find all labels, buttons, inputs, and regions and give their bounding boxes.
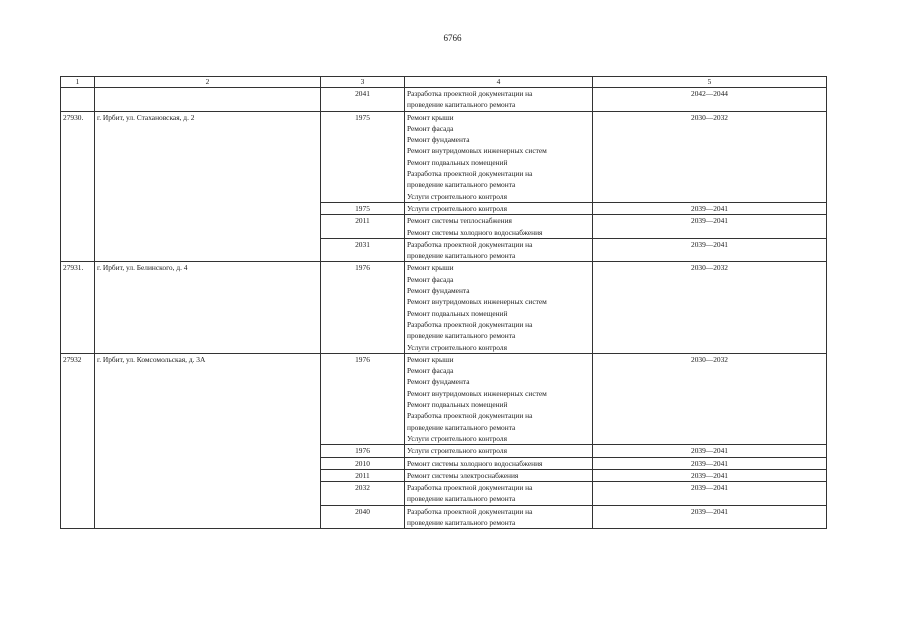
work-item: Разработка проектной документации на (407, 239, 533, 249)
year-cell: 2010 (321, 457, 405, 469)
works-cell (405, 215, 593, 239)
address-cell: г. Ирбит, ул. Белинского, д. 4 (95, 262, 321, 353)
work-item: Разработка проектной документации на (407, 89, 533, 98)
works-cell (405, 202, 593, 214)
work-item: Ремонт фасада (407, 123, 454, 133)
year-cell: 2011 (321, 215, 405, 239)
period-cell: 2030—2032 (593, 262, 827, 353)
works-cell (405, 505, 593, 529)
work-item: Ремонт внутридомовых инженерных систем (407, 297, 547, 307)
work-item: Ремонт системы холодного водоснабжения (407, 227, 543, 237)
work-item: Ремонт системы теплоснабжения (407, 216, 512, 226)
work-item: Ремонт системы электроснабжения (407, 470, 519, 480)
object-number-cell: 27930. (61, 111, 95, 262)
work-item: Разработка проектной документации на (407, 411, 533, 421)
year-cell: 2032 (321, 482, 405, 506)
year-cell: 1976 (321, 262, 405, 353)
work-item: Ремонт фундамента (407, 377, 470, 387)
work-item: Ремонт подвальных помещений (407, 308, 508, 318)
table-row (61, 353, 827, 444)
period-cell: 2039—2041 (593, 445, 827, 457)
works-cell (405, 469, 593, 481)
work-item: Ремонт крыши (407, 263, 454, 273)
works-cell (405, 262, 593, 353)
period-cell: 2039—2041 (593, 505, 827, 529)
works-cell (405, 482, 593, 506)
work-item: Ремонт подвальных помещений (407, 400, 508, 410)
header-col-4: 4 (405, 77, 593, 88)
work-item: Ремонт подвальных помещений (407, 157, 508, 167)
period-cell: 2039—2041 (593, 469, 827, 481)
period-cell: 2039—2041 (593, 482, 827, 506)
page-number: 6766 (443, 33, 462, 43)
works-cell (405, 88, 593, 112)
table-body (61, 88, 827, 529)
work-item: Разработка проектной документации на (407, 506, 533, 516)
year-cell: 2031 (321, 238, 405, 262)
year-cell: 2011 (321, 469, 405, 481)
work-item: проведение капитального ремонта (407, 422, 516, 432)
address-cell: г. Ирбит, ул. Комсомольская, д. 3А (95, 353, 321, 528)
header-col-3: 3 (321, 77, 405, 88)
work-item: Ремонт внутридомовых инженерных систем (407, 146, 547, 156)
address-cell: г. Ирбит, ул. Стахановская, д. 2 (95, 111, 321, 262)
repair-schedule-table (60, 76, 827, 529)
header-row (61, 77, 827, 88)
work-item: Услуги строительного контроля (407, 342, 507, 352)
year-cell: 1976 (321, 445, 405, 457)
work-item: Ремонт крыши (407, 112, 454, 122)
year-cell: 2041 (321, 88, 405, 112)
object-number-cell: 27932 (61, 353, 95, 528)
works-cell (405, 457, 593, 469)
year-cell: 1975 (321, 202, 405, 214)
table-header (61, 77, 827, 88)
period-cell: 2039—2041 (593, 457, 827, 469)
year-cell: 1976 (321, 353, 405, 444)
work-item: Разработка проектной документации на (407, 319, 533, 329)
header-col-2: 2 (95, 77, 321, 88)
table-row (61, 88, 827, 112)
object-number-cell: 27931. (61, 262, 95, 353)
work-item: Разработка проектной документации на (407, 169, 533, 179)
header-col-1: 1 (61, 77, 95, 88)
works-cell (405, 445, 593, 457)
year-cell: 2040 (321, 505, 405, 529)
table-row (61, 262, 827, 353)
work-item: проведение капитального ремонта (407, 180, 516, 190)
work-item: Услуги строительного контроля (407, 203, 507, 213)
period-cell: 2039—2041 (593, 202, 827, 214)
work-item: Услуги строительного контроля (407, 191, 507, 201)
address-cell (95, 88, 321, 112)
work-item: проведение капитального ремонта (407, 100, 516, 110)
period-cell: 2030—2032 (593, 353, 827, 444)
work-item: Ремонт крыши (407, 354, 454, 364)
works-cell (405, 353, 593, 444)
period-cell: 2030—2032 (593, 111, 827, 202)
table-row (61, 111, 827, 202)
period-cell: 2039—2041 (593, 238, 827, 262)
work-item: проведение капитального ремонта (407, 251, 516, 261)
work-item: Услуги строительного контроля (407, 433, 507, 443)
work-item: Ремонт системы холодного водоснабжения (407, 458, 543, 468)
work-item: Ремонт внутридомовых инженерных систем (407, 388, 547, 398)
object-number-cell (61, 88, 95, 112)
work-item: проведение капитального ремонта (407, 331, 516, 341)
header-col-5: 5 (593, 77, 827, 88)
work-item: проведение капитального ремонта (407, 494, 516, 504)
works-cell (405, 111, 593, 202)
work-item: Ремонт фундамента (407, 286, 470, 296)
work-item: проведение капитального ремонта (407, 517, 516, 527)
work-item: Ремонт фундамента (407, 135, 470, 145)
work-item: Ремонт фасада (407, 366, 454, 376)
work-item: Услуги строительного контроля (407, 446, 507, 456)
works-cell (405, 238, 593, 262)
period-cell: 2039—2041 (593, 215, 827, 239)
period-cell: 2042—2044 (593, 88, 827, 112)
work-item: Разработка проектной документации на (407, 483, 533, 493)
year-cell: 1975 (321, 111, 405, 202)
work-item: Ремонт фасада (407, 274, 454, 284)
